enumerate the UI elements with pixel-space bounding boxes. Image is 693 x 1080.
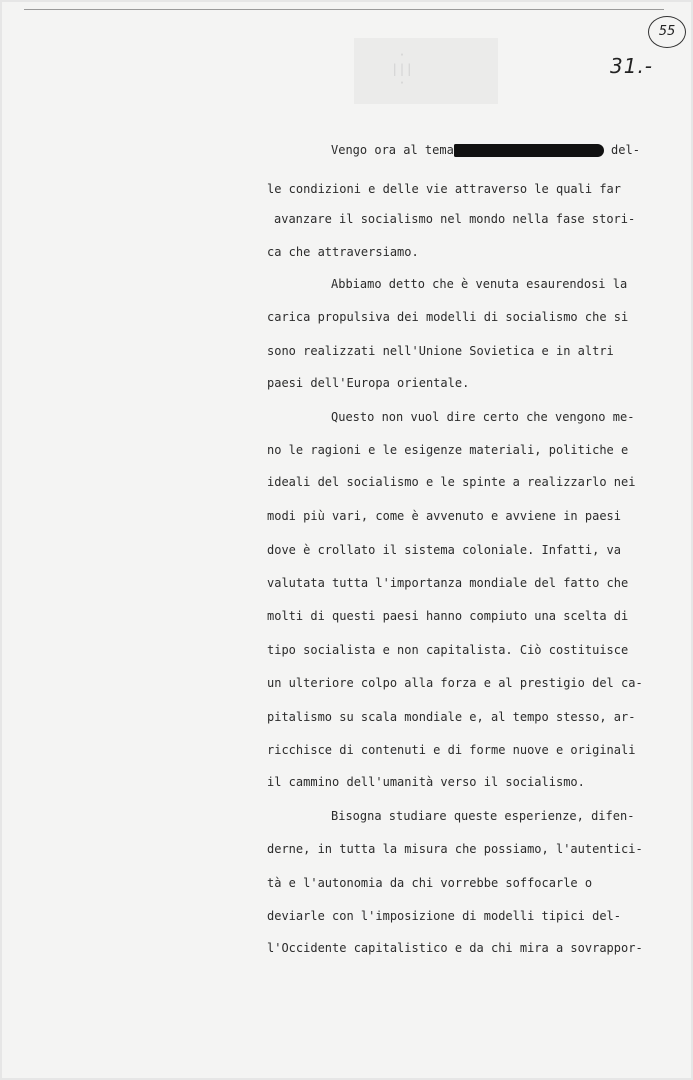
line-text: sono realizzati nell'Unione Sovietica e in altri	[267, 344, 614, 358]
text-line	[267, 940, 643, 956]
line-text: pitalismo su scala mondiale e, al tempo stesso, ar-	[267, 710, 636, 724]
line-text: l'Occidente capitalistico e da chi mira a sovrappor-	[267, 941, 643, 955]
line-text: ideali del socialismo e le spinte a realizzarlo nei	[267, 475, 636, 489]
line-text: deviarle con l'imposizione di modelli tipici del-	[267, 909, 622, 923]
text-line	[267, 508, 637, 524]
stamp-mark: · ||| ·	[391, 48, 413, 90]
line-text: dove è crollato il sistema coloniale. Infatti, va	[267, 543, 622, 557]
text-line	[267, 774, 637, 790]
text-line	[267, 343, 637, 359]
line-text: le condizioni e delle vie attraverso le quali far	[267, 182, 622, 196]
line-text: il cammino dell'umanità verso il socialismo.	[267, 775, 585, 789]
text-line	[267, 875, 637, 891]
text-line	[331, 409, 691, 425]
text-line	[267, 181, 637, 197]
text-line	[267, 542, 637, 558]
text-line	[267, 474, 637, 490]
line-text: Questo non vuol dire certo che vengono me-	[331, 410, 635, 424]
line-text: derne, in tutta la misura che possiamo, l'autentici-	[267, 842, 643, 856]
text-line	[267, 575, 637, 591]
line-text: no le ragioni e le esigenze materiali, politiche e	[267, 443, 629, 457]
text-line	[267, 709, 637, 725]
text-line	[267, 309, 637, 325]
line-text: valutata tutta l'importanza mondiale del fatto che	[267, 576, 629, 590]
text-line	[267, 244, 637, 260]
line-text: ricchisce di contenuti e di forme nuove e originali	[267, 743, 636, 757]
text-line	[331, 142, 691, 158]
line-text: avanzare il socialismo nel mondo nella fase stori-	[274, 212, 636, 226]
text-line	[267, 908, 637, 924]
redaction-bar	[454, 144, 604, 157]
line-text: molti di questi paesi hanno compiuto una scelta di	[267, 609, 629, 623]
line-text: Abbiamo detto che è venuta esaurendosi la	[331, 277, 628, 291]
line-text: un ulteriore colpo alla forza e al prestigio del ca-	[267, 676, 643, 690]
text-line	[267, 642, 637, 658]
faded-stamp	[354, 38, 498, 104]
line-text: Vengo ora al tema	[331, 143, 454, 157]
line-text: paesi dell'Europa orientale.	[267, 376, 470, 390]
document-page	[2, 2, 691, 1078]
line-text: modi più vari, come è avvenuto e avviene in paesi	[267, 509, 622, 523]
text-line	[331, 808, 691, 824]
text-line	[267, 442, 637, 458]
line-text: tà e l'autonomia da chi vorrebbe soffocarle o	[267, 876, 593, 890]
archive-number: 55	[648, 16, 686, 48]
text-line	[267, 608, 637, 624]
line-text-continued: del-	[603, 143, 640, 157]
page-number: 31.-	[610, 54, 654, 78]
line-text: Bisogna studiare queste esperienze, difen-	[331, 809, 635, 823]
text-line	[274, 211, 644, 227]
text-line	[267, 742, 637, 758]
line-text: carica propulsiva dei modelli di socialismo che si	[267, 310, 629, 324]
text-line	[331, 276, 691, 292]
text-line	[267, 841, 643, 857]
top-rule	[24, 9, 664, 10]
line-text: ca che attraversiamo.	[267, 245, 419, 259]
text-line	[267, 675, 643, 691]
text-line	[267, 375, 637, 391]
line-text: tipo socialista e non capitalista. Ciò costituisce	[267, 643, 629, 657]
